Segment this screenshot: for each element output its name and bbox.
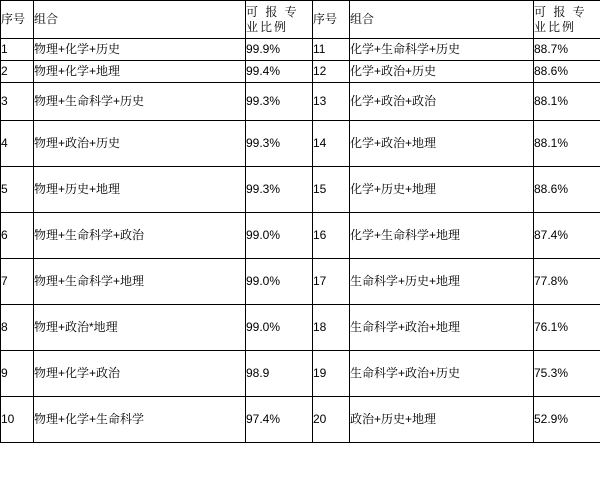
cell-ratio-left: 97.4%: [246, 397, 313, 443]
cell-seq-left: 1: [1, 39, 34, 61]
cell-combo-left: 物理+化学+政治: [34, 351, 246, 397]
cell-ratio-right: 88.1%: [534, 83, 600, 121]
column-header-seq-right-text: 序号: [313, 11, 338, 26]
cell-ratio-left: 99.4%: [246, 61, 313, 83]
cell-seq-right: 13: [313, 83, 350, 121]
cell-ratio-right: 88.6%: [534, 61, 600, 83]
cell-seq-left: 5: [1, 167, 34, 213]
cell-combo-right: 化学+政治+地理: [350, 121, 534, 167]
cell-ratio-right: 52.9%: [534, 397, 600, 443]
cell-combo-left: 物理+生命科学+地理: [34, 259, 246, 305]
cell-seq-left: 2: [1, 61, 34, 83]
column-header-seq-right: [313, 1, 350, 39]
table-row: [1, 305, 600, 351]
cell-seq-left: 6: [1, 213, 34, 259]
column-header-ratio-right-line2: 业比例: [534, 19, 577, 34]
table-row: [1, 213, 600, 259]
cell-ratio-left: 99.3%: [246, 121, 313, 167]
cell-seq-right: 12: [313, 61, 350, 83]
cell-ratio-right: 87.4%: [534, 213, 600, 259]
cell-combo-right: 生命科学+历史+地理: [350, 259, 534, 305]
cell-combo-left: 物理+生命科学+政治: [34, 213, 246, 259]
cell-combo-right: 化学+生命科学+历史: [350, 39, 534, 61]
cell-combo-right: 生命科学+政治+地理: [350, 305, 534, 351]
cell-combo-left: 物理+历史+地理: [34, 167, 246, 213]
cell-combo-right: 化学+生命科学+地理: [350, 213, 534, 259]
cell-seq-right: 18: [313, 305, 350, 351]
cell-combo-right: 化学+政治+政治: [350, 83, 534, 121]
cell-ratio-right: 75.3%: [534, 351, 600, 397]
cell-ratio-left: 98.9: [246, 351, 313, 397]
cell-seq-left: 9: [1, 351, 34, 397]
cell-combo-left: 物理+化学+历史: [34, 39, 246, 61]
column-header-ratio-left-line1: 可 报 专: [246, 4, 299, 19]
cell-seq-right: 16: [313, 213, 350, 259]
column-header-ratio-right-line1: 可 报 专: [534, 4, 587, 19]
cell-ratio-right: 77.8%: [534, 259, 600, 305]
table-header: [1, 1, 600, 39]
cell-ratio-right: 76.1%: [534, 305, 600, 351]
cell-ratio-right: 88.6%: [534, 167, 600, 213]
cell-combo-left: 物理+政治*地理: [34, 305, 246, 351]
column-header-combo-right: 组合: [350, 1, 534, 39]
cell-ratio-left: 99.3%: [246, 167, 313, 213]
cell-seq-left: 8: [1, 305, 34, 351]
cell-seq-left: 3: [1, 83, 34, 121]
cell-seq-right: 14: [313, 121, 350, 167]
cell-combo-left: 物理+生命科学+历史: [34, 83, 246, 121]
cell-seq-left: 10: [1, 397, 34, 443]
column-header-ratio-right: [534, 1, 600, 39]
cell-combo-right: 生命科学+政治+历史: [350, 351, 534, 397]
cell-ratio-left: 99.9%: [246, 39, 313, 61]
cell-combo-right: 化学+政治+历史: [350, 61, 534, 83]
table-row: [1, 61, 600, 83]
table-row: [1, 121, 600, 167]
column-header-ratio-left-line2: 业比例: [246, 19, 289, 34]
cell-ratio-right: 88.7%: [534, 39, 600, 61]
table-row: [1, 83, 600, 121]
cell-seq-left: 7: [1, 259, 34, 305]
table-row: [1, 39, 600, 61]
cell-ratio-left: 99.0%: [246, 213, 313, 259]
column-header-seq-left-text: 序号: [1, 11, 26, 26]
table-row: [1, 259, 600, 305]
cell-ratio-left: 99.0%: [246, 259, 313, 305]
cell-seq-left: 4: [1, 121, 34, 167]
cell-seq-right: 15: [313, 167, 350, 213]
cell-ratio-left: 99.0%: [246, 305, 313, 351]
column-header-ratio-left: [246, 1, 313, 39]
table-row: [1, 167, 600, 213]
column-header-combo-left: 组合: [34, 1, 246, 39]
header-row: [1, 1, 600, 39]
cell-seq-right: 19: [313, 351, 350, 397]
cell-combo-left: 物理+政治+历史: [34, 121, 246, 167]
table-row: [1, 397, 600, 443]
cell-seq-right: 17: [313, 259, 350, 305]
cell-combo-right: 政治+历史+地理: [350, 397, 534, 443]
table-body: [1, 39, 600, 443]
cell-ratio-left: 99.3%: [246, 83, 313, 121]
cell-seq-right: 11: [313, 39, 350, 61]
cell-ratio-right: 88.1%: [534, 121, 600, 167]
column-header-seq-left: [1, 1, 34, 39]
cell-combo-right: 化学+历史+地理: [350, 167, 534, 213]
cell-seq-right: 20: [313, 397, 350, 443]
table-row: [1, 351, 600, 397]
cell-combo-left: 物理+化学+生命科学: [34, 397, 246, 443]
cell-combo-left: 物理+化学+地理: [34, 61, 246, 83]
